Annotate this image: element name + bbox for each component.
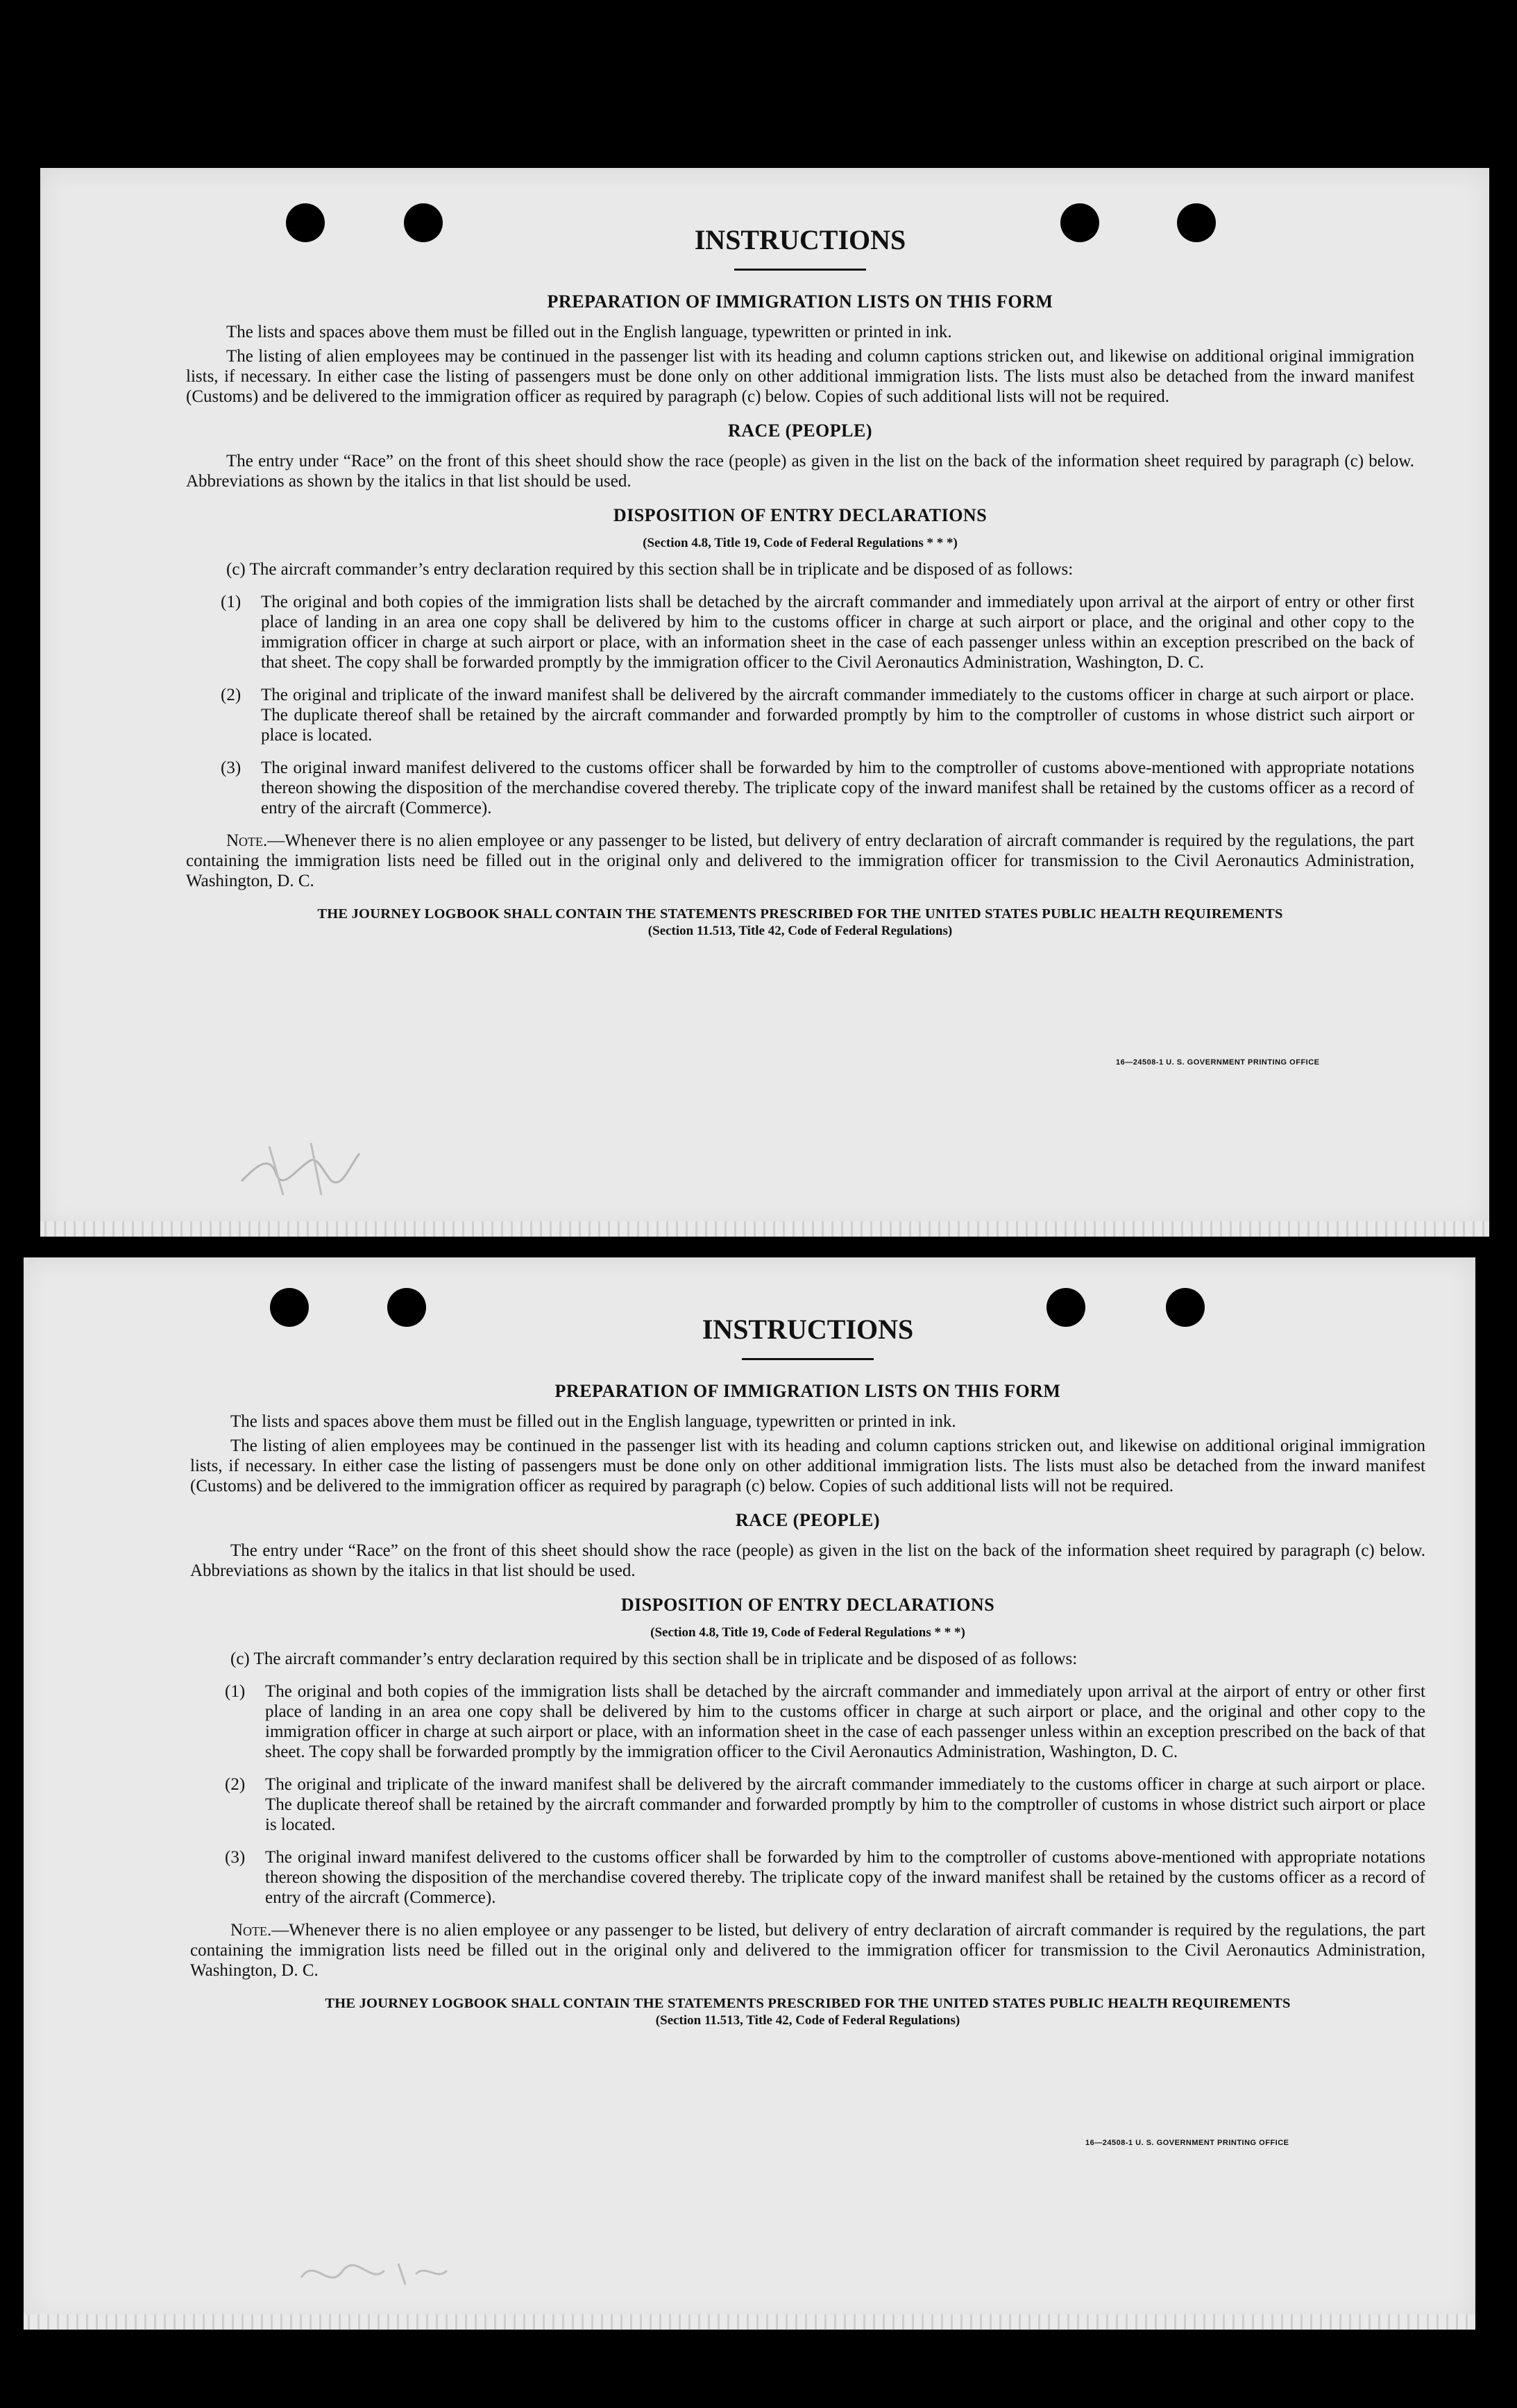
- heading-disposition: DISPOSITION OF ENTRY DECLARATIONS: [620, 1595, 995, 1615]
- item-number: (3): [221, 758, 241, 777]
- item-text: The original and both copies of the immigration lists shall be detached by the aircraft commander and immediately upon arrival at the airport of entry or other first place of landing in an area one copy shall be delivered by him to the customs officer in charge at such airport or place, and the original and other copy to the immigration officer in charge at such airport or place, with an information sheet in the case of each passenger unless within an exception prescribed on the back of that sheet. The copy shall be forwarded promptly by the immigration officer to the Civil Aeronautics Administration, Washington, D. C.: [265, 1682, 1425, 1761]
- item-text: The original and both copies of the immigration lists shall be detached by the aircraft commander and immediately upon arrival at the airport of entry or other first place of landing in an area one copy shall be delivered by him to the customs officer in charge at such airport or place, and the original and other copy to the immigration officer in charge at such airport or place, with an information sheet in the case of each passenger unless within an exception prescribed on the back of that sheet. The copy shall be forwarded promptly by the immigration officer to the Civil Aeronautics Administration, Washington, D. C.: [261, 593, 1414, 672]
- item-number: (2): [221, 686, 241, 704]
- instructions-body: [190, 1313, 1425, 2028]
- note-label: Note.: [226, 831, 268, 850]
- document-sheet-bottom: [24, 1257, 1475, 2323]
- heading-race: RACE (PEOPLE): [728, 421, 872, 441]
- item-number: (1): [221, 593, 241, 611]
- torn-edge: [24, 2314, 1475, 2330]
- item-number: (1): [225, 1682, 246, 1701]
- item-text: The original inward manifest delivered to the customs officer shall be forwarded by him to the comptroller of customs above-mentioned with appropriate notations thereon showing the disposition of the merchandise covered thereby. The triplicate copy of the inward manifest shall be retained by the customs officer as a record of entry of the aircraft (Commerce).: [261, 758, 1414, 817]
- signature-mark: [294, 2243, 475, 2298]
- note-label: Note.: [230, 1921, 272, 1940]
- prep-paragraph-2: The listing of alien employees may be continued in the passenger list with its heading and column captions stricken out, and likewise on additional original immigration lists, if necessary. In either case the listing of passengers must be done only on other additional immigration lists. The lists must also be detached from the inward manifest (Customs) and be delivered to the immigration officer as required by paragraph (c) below. Copies of such additional lists will not be required.: [190, 1436, 1425, 1495]
- document-sheet-top: [40, 168, 1489, 1230]
- item-text: The original and triplicate of the inward manifest shall be delivered by the aircraft commander immediately to the customs officer in charge at such airport or place. The duplicate thereof shall be retained by the aircraft commander and forwarded promptly by him to the comptroller of customs in whose district such airport or place is located.: [265, 1775, 1425, 1834]
- race-paragraph: The entry under “Race” on the front of this sheet should show the race (people) as given in the list on the back of the information sheet required by paragraph (c) below. Abbreviations as shown by the italics in that list should be used.: [190, 1541, 1425, 1580]
- note-paragraph: [190, 1920, 1425, 1981]
- list-item: [190, 1774, 1425, 1835]
- title-rule: [742, 1358, 874, 1360]
- note-text: —Whenever there is no alien employee or any passenger to be listed, but delivery of entry declaration of aircraft commander is required by the regulations, the part containing the immigration lists need be filled out in the original only and delivered to the immigration officer for transmission to the Civil Aeronautics Administration, Washington, D. C.: [190, 1921, 1425, 1980]
- printing-office-code: 16—24508-1 U. S. GOVERNMENT PRINTING OFFICE: [1085, 2139, 1289, 2147]
- heading-race: RACE (PEOPLE): [736, 1510, 880, 1530]
- item-text: The original and triplicate of the inward manifest shall be delivered by the aircraft commander immediately to the customs officer in charge at such airport or place. The duplicate thereof shall be retained by the aircraft commander and forwarded promptly by him to the comptroller of customs in whose district such airport or place is located.: [261, 686, 1414, 745]
- page-title: INSTRUCTIONS: [694, 224, 906, 255]
- heading-preparation: PREPARATION OF IMMIGRATION LISTS ON THIS FORM: [554, 1381, 1061, 1401]
- item-text: The original inward manifest delivered to the customs officer shall be forwarded by him to the comptroller of customs above-mentioned with appropriate notations thereon showing the disposition of the merchandise covered thereby. The triplicate copy of the inward manifest shall be retained by the customs officer as a record of entry of the aircraft (Commerce).: [265, 1848, 1425, 1907]
- title-rule: [734, 269, 866, 271]
- list-item: [186, 685, 1414, 745]
- prep-paragraph-2: The listing of alien employees may be continued in the passenger list with its heading and column captions stricken out, and likewise on additional original immigration lists, if necessary. In either case the listing of passengers must be done only on other additional immigration lists. The lists must also be detached from the inward manifest (Customs) and be delivered to the immigration officer as required by paragraph (c) below. Copies of such additional lists will not be required.: [186, 347, 1414, 406]
- item-number: (2): [225, 1775, 246, 1794]
- list-item: [190, 1681, 1425, 1762]
- requirement-citation: (Section 11.513, Title 42, Code of Federal Regulations): [655, 2013, 960, 2028]
- prep-paragraph-1: The lists and spaces above them must be filled out in the English language, typewritten or printed in ink.: [230, 1412, 956, 1431]
- requirement-citation: (Section 11.513, Title 42, Code of Federal Regulations): [647, 924, 953, 938]
- public-health-requirement: THE JOURNEY LOGBOOK SHALL CONTAIN THE STATEMENTS PRESCRIBED FOR THE UNITED STATES PUBLIC HEALTH REQUIREMENTS: [325, 1996, 1291, 2011]
- instructions-body: [186, 223, 1414, 939]
- list-item: [186, 758, 1414, 818]
- heading-preparation: PREPARATION OF IMMIGRATION LISTS ON THIS FORM: [547, 291, 1053, 312]
- page-title: INSTRUCTIONS: [702, 1314, 914, 1345]
- paragraph-c: (c) The aircraft commander’s entry declaration required by this section shall be in triplicate and be disposed of as follows:: [230, 1650, 1078, 1668]
- list-item: [190, 1847, 1425, 1908]
- torn-edge: [40, 1221, 1489, 1237]
- disposition-citation: (Section 4.8, Title 19, Code of Federal Regulations * * *): [650, 1625, 965, 1640]
- prep-paragraph-1: The lists and spaces above them must be filled out in the English language, typewritten or printed in ink.: [226, 323, 952, 341]
- race-paragraph: The entry under “Race” on the front of this sheet should show the race (people) as given in the list on the back of the information sheet required by paragraph (c) below. Abbreviations as shown by the italics in that list should be used.: [186, 452, 1414, 491]
- list-item: [186, 592, 1414, 672]
- note-paragraph: [186, 831, 1414, 891]
- note-text: —Whenever there is no alien employee or any passenger to be listed, but delivery of entry declaration of aircraft commander is required by the regulations, the part containing the immigration lists need be filled out in the original only and delivered to the immigration officer for transmission to the Civil Aeronautics Administration, Washington, D. C.: [186, 831, 1414, 890]
- paragraph-c: (c) The aircraft commander’s entry declaration required by this section shall be in triplicate and be disposed of as follows:: [226, 560, 1074, 579]
- item-number: (3): [225, 1848, 246, 1867]
- printing-office-code: 16—24508-1 U. S. GOVERNMENT PRINTING OFFICE: [1116, 1058, 1320, 1067]
- signature-mark: [228, 1126, 380, 1209]
- heading-disposition: DISPOSITION OF ENTRY DECLARATIONS: [613, 505, 988, 525]
- disposition-citation: (Section 4.8, Title 19, Code of Federal Regulations * * *): [643, 536, 958, 550]
- public-health-requirement: THE JOURNEY LOGBOOK SHALL CONTAIN THE STATEMENTS PRESCRIBED FOR THE UNITED STATES PUBLIC HEALTH REQUIREMENTS: [317, 906, 1283, 922]
